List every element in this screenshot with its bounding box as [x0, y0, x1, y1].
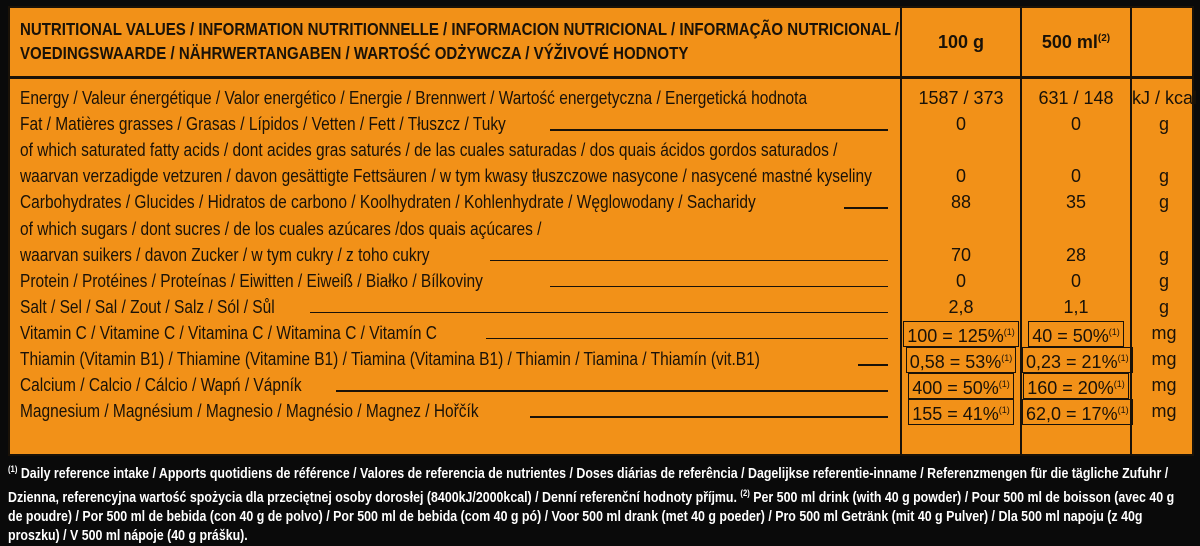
leader-line [336, 390, 888, 392]
heading-line-2: VOEDINGSWAARDE / NÄHRWERTANGABEN / WARTOŚĆ ODŻYWCZA / VÝŽIVOVÉ HODNOTY [20, 43, 689, 63]
heading-line-1: NUTRITIONAL VALUES / INFORMATION NUTRITIONNELLE / INFORMACION NUTRICIONAL / INFORMAÇÃO NUTRICIONAL / [20, 19, 900, 39]
nutrient-name: Salt / Sel / Sal / Zout / Salz / Sól / Sůl [20, 296, 275, 317]
nutrient-name: waarvan verzadigde vetzuren / davon gesättigte Fettsäuren / w tym kwasy tłuszczowe nasycone / nasycené mastné kyseliny [20, 166, 872, 187]
footnote-text-1: Daily reference intake / Apports quotidiens de référence / Valores de referencia de nutrientes / Doses diárias de referência / Dagelijkse referentie-inname / Referenzmengen für die tägliche Zufuhr / Dzienna, referencyjna wartość spożycia dla przeciętnej osoby dorosłej (8400kJ/2000kcal) / Denní referenční hodnoty příjmu. [8, 465, 1169, 506]
value-text: 400 = 50% [912, 378, 999, 399]
value-per-100g: 88 [950, 192, 972, 213]
value-per-100g: 0 [955, 270, 966, 291]
nutrient-name: Thiamin (Vitamin B1) / Thiamine (Vitamine B1) / Tiamina (Vitamina B1) / Thiamin / Tiamina / Thiamín (vit.B1) [20, 349, 760, 369]
nutrient-name: Protein / Protéines / Proteínas / Eiwitten / Eiweiß / Białko / Bílkoviny [20, 270, 483, 291]
value-per-500ml: 35 [1065, 192, 1087, 213]
nutrient-name: waarvan suikers / davon Zucker / w tym cukry / z toho cukry [20, 244, 430, 265]
value-text: 62,0 = 17% [1026, 404, 1118, 425]
unit: mg [1151, 401, 1177, 422]
leader-line [310, 312, 888, 314]
nutrient-name: Vitamin C / Vitamine C / Vitamina C / Witamina C / Vitamín C [20, 322, 437, 343]
value-per-100g [902, 217, 1020, 241]
value-text: 40 = 50% [1032, 325, 1109, 346]
leader-line [858, 364, 888, 366]
value-per-100g [902, 373, 1020, 397]
nutrient-row [10, 243, 1192, 267]
footnote-mark-1: (1) [8, 464, 18, 474]
value-text: 100 = 125% [907, 325, 1004, 346]
footnote-text-2: Per 500 ml drink (with 40 g powder) / Pour 500 ml de boisson (avec 40 g de poudre) / Por 500 ml de bebida (con 40 g de polvo) / Por 500 ml de bebida (com 40 g pó) / Voor 500 ml drank (met 40 g poeder) / Pro 500 ml Getränk (mit 40 g Pulver) / Dla 500 ml napoju (z 40g proszku) / V 500 ml nápoje (40 g prášku). [8, 489, 1175, 544]
reference-mark: (1) [1117, 405, 1129, 416]
unit: mg [1151, 349, 1177, 369]
unit: g [1158, 114, 1169, 135]
leader-line [490, 260, 888, 262]
unit: g [1158, 166, 1169, 187]
value-per-500ml: 0 [1070, 114, 1081, 135]
nutrient-row [10, 373, 1192, 397]
unit: mg [1151, 375, 1177, 396]
value-per-100g [902, 347, 1020, 371]
value-box [1022, 347, 1133, 373]
nutrient-row [10, 112, 1192, 136]
nutrient-row [10, 399, 1192, 423]
unit: mg [1151, 322, 1177, 343]
nutrition-table [8, 6, 1198, 456]
nutrient-row [10, 190, 1192, 214]
value-per-100g: 70 [950, 244, 972, 265]
value-per-100g [902, 138, 1020, 162]
value-per-100g: 1587 / 373 [918, 88, 1004, 108]
footnote-mark-2: (2) [740, 487, 750, 498]
value-text: 160 = 20% [1027, 378, 1114, 399]
unit: g [1158, 296, 1169, 317]
leader-line [550, 129, 888, 131]
unit [1132, 217, 1196, 241]
reference-mark: (1) [1001, 353, 1013, 363]
reference-mark: (1) [1108, 326, 1120, 337]
value-per-100g: 0 [955, 114, 966, 135]
value-per-500ml [1022, 373, 1130, 397]
column-header-100g: 100 g [937, 32, 985, 52]
reference-mark: (1) [1117, 353, 1129, 363]
value-per-500ml: 0 [1070, 270, 1081, 291]
header-divider [10, 76, 1192, 79]
nutrient-name: Magnesium / Magnésium / Magnesio / Magnésio / Magnez / Hořčík [20, 401, 479, 422]
unit [1132, 138, 1196, 162]
column-header-500ml: 500 $ml^{(2)}$ [1041, 32, 1111, 52]
value-per-500ml: 0 [1070, 166, 1081, 187]
unit: g [1158, 270, 1169, 291]
value-per-500ml: 1,1 [1063, 296, 1089, 317]
nutrient-name: of which saturated fatty acids / dont acides gras saturés / de las cuales saturadas / dos quais ácidos gordos saturados / [20, 140, 838, 161]
value-box [906, 347, 1017, 373]
value-box [1023, 373, 1129, 399]
leader-line [530, 416, 888, 418]
nutrient-row [10, 269, 1192, 293]
leader-line [550, 286, 888, 288]
value-per-100g: 0 [955, 166, 966, 187]
value-box [908, 399, 1014, 425]
value-text: 0,23 = 21% [1026, 352, 1118, 372]
value-text: 0,58 = 53% [909, 352, 1002, 372]
nutrient-row [10, 295, 1192, 319]
unit: kJ / kcal [1132, 88, 1198, 108]
value-box [903, 321, 1019, 347]
reference-mark: (1) [998, 379, 1010, 390]
nutrient-row [10, 164, 1192, 188]
nutrient-name: Energy / Valeur énergétique / Valor energético / Energie / Brennwert / Wartość energetyczna / Energetická hodnota [20, 88, 808, 108]
leader-line [486, 338, 888, 340]
nutrient-name: Fat / Matières grasses / Grasas / Lípidos / Vetten / Fett / Tłuszcz / Tuky [20, 114, 506, 135]
value-box [1028, 321, 1124, 347]
value-text: 155 = 41% [912, 404, 999, 425]
value-box [908, 373, 1014, 399]
reference-mark: (1) [1113, 379, 1125, 390]
value-per-500ml [1022, 217, 1130, 241]
nutrient-name: Carbohydrates / Glucides / Hidratos de carbono / Koolhydraten / Kohlenhydrate / Węglowodany / Sacharidy [20, 192, 756, 213]
value-per-100g [902, 399, 1020, 423]
value-per-100g: 2,8 [948, 296, 974, 317]
value-per-500ml [1022, 347, 1130, 371]
value-per-500ml [1022, 138, 1130, 162]
nutrient-name: of which sugars / dont sucres / de los cuales azúcares /dos quais açúcares / [20, 218, 542, 239]
nutrient-row [10, 138, 1192, 162]
value-per-500ml [1022, 399, 1130, 423]
nutrient-row [10, 86, 1198, 110]
unit: g [1158, 192, 1169, 213]
table-heading [20, 17, 900, 65]
value-per-500ml [1022, 321, 1130, 345]
value-per-100g [902, 321, 1020, 345]
reference-mark: (1) [1003, 326, 1015, 337]
value-box [1022, 399, 1133, 425]
nutrient-row [10, 347, 1192, 371]
unit: g [1158, 244, 1169, 265]
nutrient-name: Calcium / Calcio / Cálcio / Wapń / Vápník [20, 375, 302, 396]
footnote [8, 460, 1188, 546]
value-per-500ml: 631 / 148 [1038, 88, 1114, 108]
nutrient-row [10, 321, 1192, 345]
value-per-500ml: 28 [1065, 244, 1087, 265]
leader-line [844, 207, 888, 209]
reference-mark: (1) [998, 405, 1010, 416]
nutrient-row [10, 217, 1192, 241]
